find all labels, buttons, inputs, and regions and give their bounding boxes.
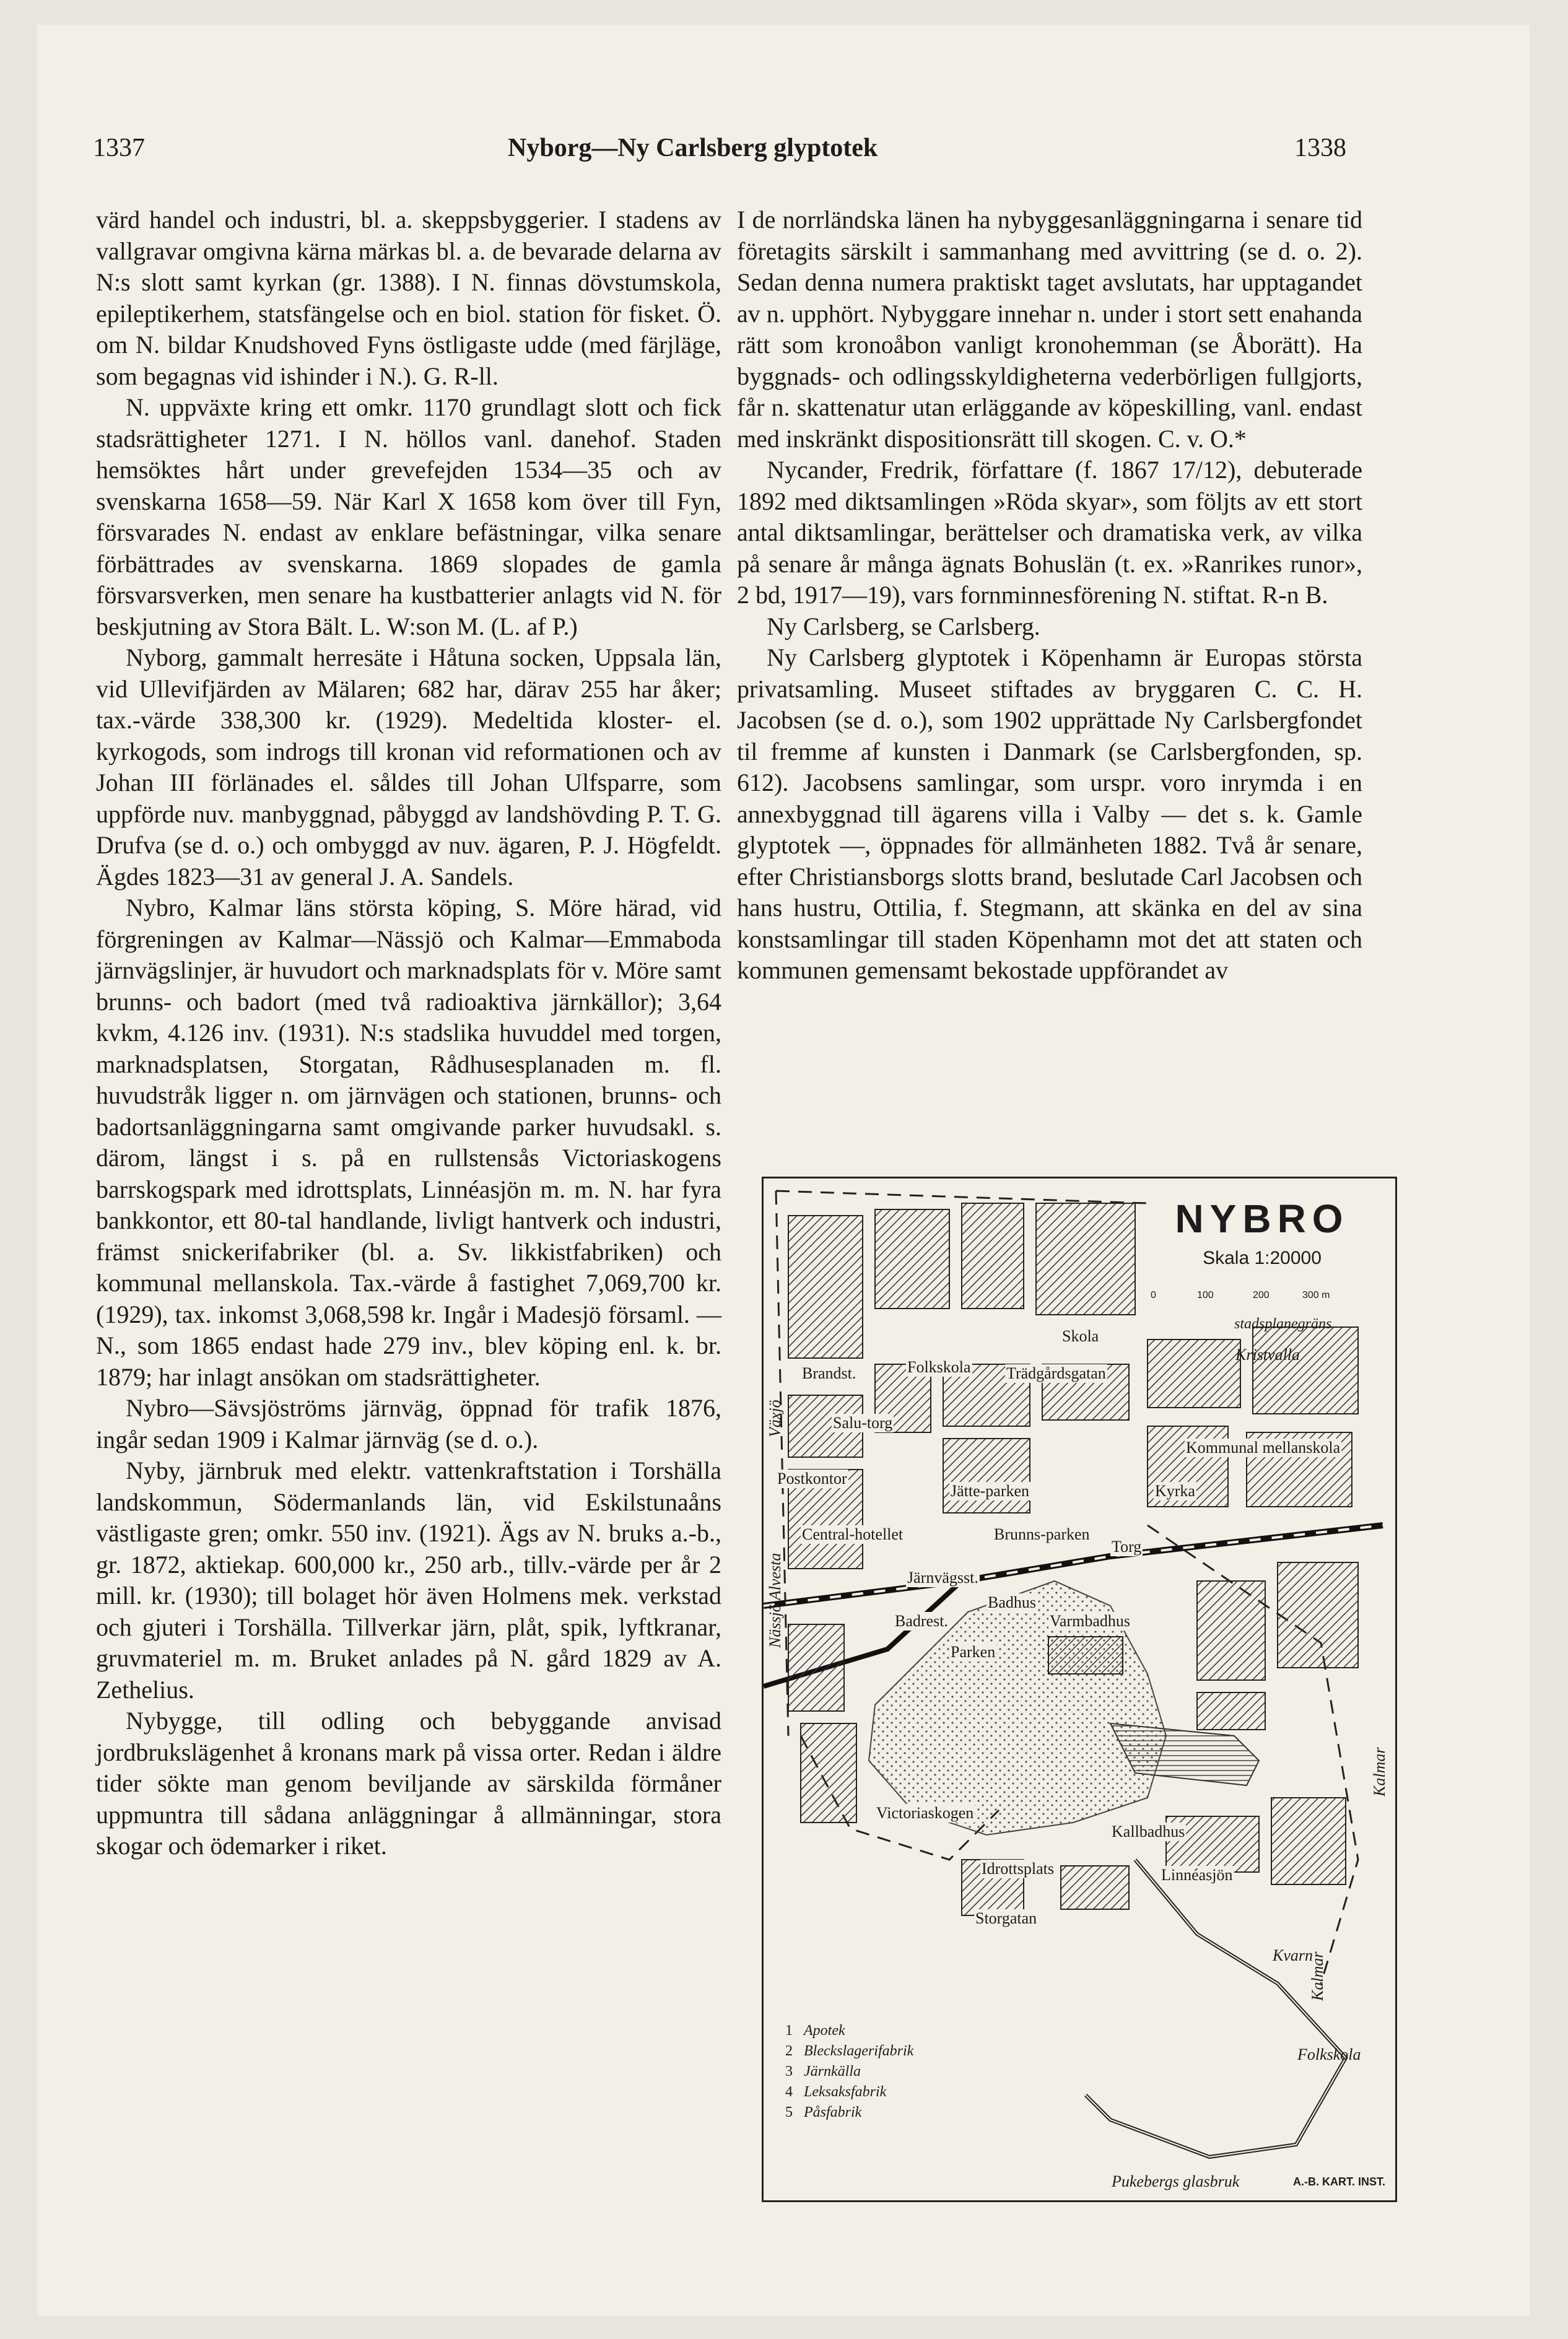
map-scale: Skala 1:20000 (1203, 1248, 1322, 1268)
entry-nybro: Nybro, Kalmar läns största köping, S. Möre härad, vid förgreningen av Kalmar—Nässjö och Kalmar—Emmaboda järnvägslinjer, är huvudort och marknadsplats för v. Möre samt brunns- och badort (med två radioaktiva järnkällor); 3,64 kvkm, 4.126 inv. (1931). N:s stadslika huvuddel med torgen, marknadsplatsen, Storgatan, Rådhusesplanaden m. fl. huvudstråk ligger n. om järnvägen och stationen, brunns- och badortsanläggningarna samt omgivande parker huvudsakl. s. därom, längst i s. på en rullstensås Victoriaskogens barrskogspark med idrottsplats, Linnéasjön m. m. N. har fyra bankkontor, ett 80-tal handlande, livligt hantverk och industri, främst snickerifabriker (bl. a. Sv. likkistfabriken) och kommunal mellanskola. Tax.-värde å fastighet 7,069,700 kr. (1929), tax. inkomst 3,068,598 kr. Ingår i Madesjö församl. — N., som 1865 endast hade 279 inv., blev köping enl. k. br. 1879; har inlagt ansökan om stadsrättigheter. (96, 894, 721, 1391)
map-label: Järnvägsst. (907, 1569, 978, 1587)
left-column (96, 204, 721, 1862)
map-label: Växjö (766, 1400, 784, 1437)
entry-nybygge: Nybygge, till odling och bebyggande anvisad jordbrukslägenhet å kronans mark på vissa orter. Redan i äldre tider sökte man genom beviljande av särskilda förmåner uppmuntra till sådana anläggningar å allmänningar, stora skogar och ödemarker i riket. (96, 1707, 721, 1860)
map-label: Jätte-parken (951, 1482, 1030, 1500)
legend-item: 4 Leksaksfabrik (785, 2084, 887, 2100)
map-label: Brandst. (802, 1364, 856, 1382)
scale-tick: 100 (1197, 1290, 1214, 1300)
map-label: Kyrka (1155, 1482, 1195, 1500)
map-label: Central-hotellet (802, 1525, 904, 1543)
entry-nyborg-manor: Nyborg, gammalt herresäte i Håtuna socken, Uppsala län, vid Ullevifjärden av Mälaren; 682 har, därav 255 har åker; tax.-värde 338,300 kr. (1929). Medeltida kloster- el. kyrkogods, som indrogs till kronan vid reformationen och av Johan III förlänades el. såldes till Johan Ulfsparre, som uppförde nuv. manbyggnad, påbyggd av landshövding P. T. G. Drufva (se d. o.) och ombyggd av nuv. ägaren, P. J. Högfeldt. Ägdes 1823—31 av general J. A. Sandels. (96, 643, 721, 891)
paragraph: värd handel och industri, bl. a. skeppsbyggerier. I stadens av vallgravar omgivna kärna märkas bl. a. de bevarade delarna av N:s slott samt kyrkan (gr. 1388). I N. finnas dövstumskola, epileptikerhem, statsfängelse och en biol. station för fisket. Ö. om N. bildar Knudshoved Fyns östligaste udde (med färjläge, som begagnas vid ishinder i N.). G. R-ll. (96, 206, 721, 390)
map-label: Kristvalla (1235, 1346, 1300, 1364)
scale-tick: 300 m (1302, 1290, 1330, 1300)
page-number-left: 1337 (93, 134, 145, 162)
running-title: Nyborg—Ny Carlsberg glyptotek (508, 134, 878, 162)
map-label: Badhus (988, 1593, 1036, 1611)
map-label: Folkskola (1297, 2045, 1361, 2063)
entry-nyby: Nyby, järnbruk med elektr. vattenkraftstation i Torshälla landskommun, Södermanlands län, vid Eskilstunaåns västligaste gren; omkr. 550 inv. (1921). Ägs av N. bruks a.-b., gr. 1872, aktiekap. 600,000 kr., 250 arb., tillv.-värde per år 2 mill. kr. (1930); till bolaget hör även Holmens mek. verkstad och gjuteri i Torshälla. Tillverkar järn, plåt, spik, lyftkranar, gruvmateriel m. m. Bruket anlades på N. gård 1829 av A. Zethelius. (96, 1457, 721, 1704)
legend-item: 1 Apotek (785, 2023, 845, 2039)
map-label: Kallbadhus (1112, 1823, 1185, 1840)
map-label: Nässjö Alvesta (766, 1553, 784, 1648)
map-label: Salu-torg (833, 1414, 893, 1432)
map-label: Varmbadhus (1050, 1612, 1130, 1630)
map-label: Parken (951, 1643, 996, 1661)
legend-item: 5 Påsfabrik (785, 2104, 862, 2120)
entry-ny-carlsberg: Ny Carlsberg, se Carlsberg. (767, 612, 1040, 640)
map-label: Linnéasjön (1161, 1866, 1233, 1884)
nybro-town-map (762, 1177, 1397, 2202)
map-label: Skola (1062, 1327, 1099, 1345)
map-label: Kommunal mellanskola (1186, 1439, 1341, 1457)
right-column (737, 204, 1362, 987)
plan-boundary-legend: stadsplanegräns (1234, 1316, 1332, 1332)
legend-item: 2 Bleckslagerifabrik (785, 2043, 914, 2059)
map-label: Kvarn (1273, 1946, 1313, 1964)
map-label: Postkontor (777, 1470, 847, 1487)
entry-nycander: Nycander, Fredrik, författare (f. 1867 17/12), debuterade 1892 med diktsamlingen »Röda skyar», som följts av ett stort antal diktsamlingar, berättelser och dramatiska verk, av vilka på senare år många ägnats Bohuslän (t. ex. »Ranrikes runor», 2 bd, 1917—19), vars fornminnesförening N. stiftat. R-n B. (737, 456, 1362, 609)
map-title: NYBRO (1175, 1196, 1349, 1241)
map-publisher: A.-B. KART. INST. (1293, 2176, 1386, 2188)
scale-tick: 200 (1253, 1290, 1270, 1300)
map-label: Kalmar (1370, 1747, 1388, 1797)
entry-ny-carlsberg-glyptotek: Ny Carlsberg glyptotek i Köpenhamn är Europas största privatsamling. Museet stiftades av bryggaren C. C. H. Jacobsen (se d. o.), som 1902 upprättade Ny Carlsbergfondet til fremme af kunsten i Danmark (se Carlsbergfonden, sp. 612). Jacobsens samlingar, som urspr. voro inrymda i en annexbyggnad till ägarens villa i Valby — det s. k. Gamle glyptotek —, öppnades för allmänheten 1882. Två år senare, efter Christiansborgs slotts brand, beslutade Carl Jacobsen och hans hustru, Ottilia, f. Stegmann, att skänka en del av sina konstsamlingar till staden Köpenhamn mot det att staten och kommunen gemensamt bekostade uppförandet av (737, 643, 1362, 984)
map-label: Victoriaskogen (876, 1804, 974, 1822)
encyclopedia-page (37, 25, 1530, 2316)
scale-tick: 0 (1151, 1290, 1156, 1300)
map-label: Pukebergs glasbruk (1112, 2172, 1240, 2190)
map-label: Kalmar (1309, 1951, 1326, 2001)
paragraph: I de norrländska länen ha nybyggesanläggningarna i senare tid företagits särskilt i sammanhang med avvittring (se d. o. 2). Sedan denna numera praktiskt taget avslutats, har upptagandet av n. upphört. Nybyggare innehar n. under i stort sett enahanda rätt som kronoåbon vanligt kronohemman (se Åborätt). Ha byggnads- och odlingsskyldigheterna vederbörligen fullgjorts, får n. skattenatur utan erläggande av köpeskilling, vanl. endast med inskränkt dispositionsrätt till skogen. C. v. O.* (737, 206, 1362, 453)
paragraph: N. uppväxte kring ett omkr. 1170 grundlagt slott och fick stadsrättigheter 1271. I N. höllos vanl. danehof. Staden hemsöktes hårt under grevefejden 1534—35 och av svenskarna 1658—59. När Karl X 1658 kom över till Fyn, försvarades N. endast av enklare befästningar, vilka senare förbättrades av svenskarna. 1869 slopades de gamla försvarsverken, men senare ha kustbatterier anlagts vid N. för beskjutning av Stora Bält. L. W:son M. (L. af P.) (96, 393, 721, 640)
map-label: Torg (1112, 1538, 1142, 1556)
map-label: Brunns-parken (994, 1525, 1090, 1543)
map-label: Storgatan (975, 1909, 1037, 1927)
map-label: Idrottsplats (982, 1860, 1054, 1878)
entry-nybro-railway: Nybro—Sävsjöströms järnväg, öppnad för trafik 1876, ingår sedan 1909 i Kalmar järnväg (se d. o.). (96, 1394, 721, 1453)
page-number-right: 1338 (1294, 134, 1346, 162)
map-label: Trädgårdsgatan (1006, 1364, 1106, 1382)
legend-item: 3 Järnkälla (785, 2063, 861, 2080)
map-legend (785, 2021, 1008, 2123)
map-label: Folkskola (907, 1358, 971, 1376)
map-label: Badrest. (895, 1612, 948, 1630)
